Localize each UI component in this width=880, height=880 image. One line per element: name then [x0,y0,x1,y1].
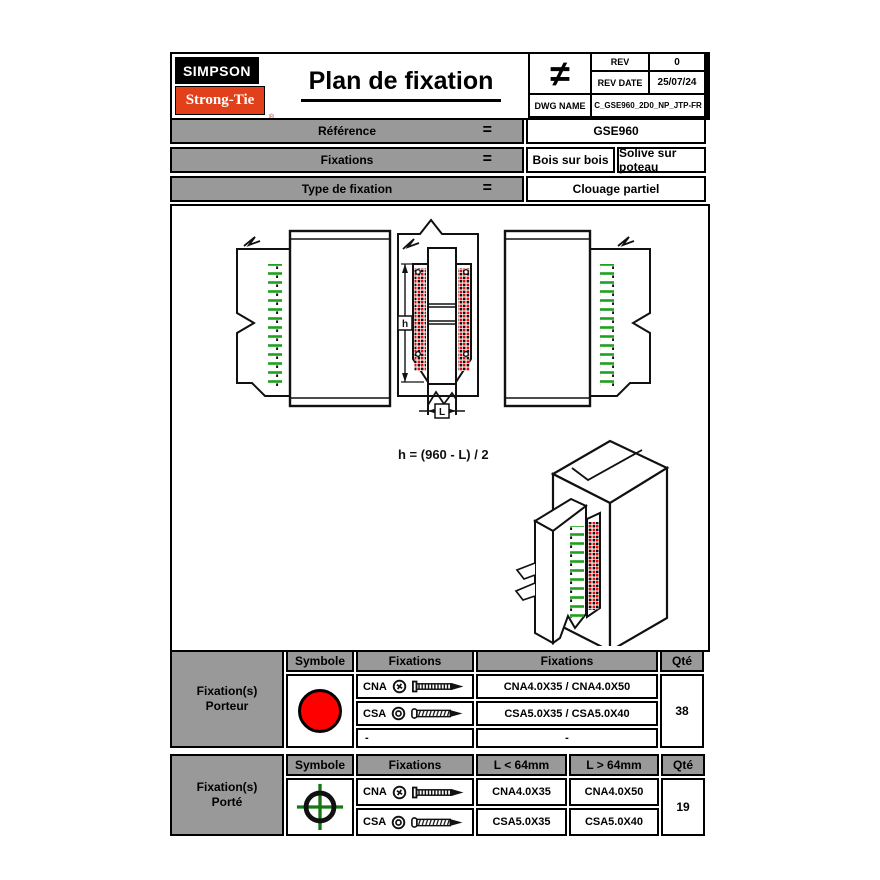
nail-icon [412,785,468,800]
rev-date-value: 25/07/24 [650,72,704,93]
porteur-cna-refs: CNA4.0X35 / CNA4.0X50 [476,674,658,699]
equals-icon: = [482,150,492,168]
screw-icon [411,815,467,830]
nail-icon [412,679,468,694]
break-symbol [517,563,535,579]
col-header-fixations: Fixations [356,754,474,776]
col-header-fixations: Fixations [356,650,474,672]
iso-view [516,441,667,646]
logo-simpson-text: SIMPSON [175,57,259,84]
cna-head-icon [392,679,407,694]
rev-value: 0 [650,54,704,70]
header-band [170,52,710,120]
porteur-fixings-table [170,650,706,748]
fixations-value-1: Bois sur bois [526,147,615,173]
col-header-qty: Qté [661,754,705,776]
crosshair-symbol-icon [295,782,345,832]
col-header-l-large: L > 64mm [569,754,659,776]
fixations-value-2: Solive sur poteau [617,147,706,173]
porte-cna-cell: CNA [356,778,474,806]
side-view-left [237,231,390,406]
break-symbol [244,237,260,246]
col-header-fixations: Fixations [476,650,658,672]
cna-head-icon [392,785,407,800]
simpson-strongtie-logo [175,57,267,115]
not-equal-icon: ≠ [530,54,590,93]
nail-holes [588,522,599,610]
porte-csa-l-large: CSA5.0X40 [569,808,659,836]
reference-value: GSE960 [526,118,706,144]
technical-drawing [172,206,704,646]
col-header-l-small: L < 64mm [476,754,567,776]
csa-head-icon [391,706,406,721]
reference-label: Référence = [170,118,524,144]
porteur-symbol-cell [286,674,354,748]
sheet-title-text: Plan de fixation [301,67,502,102]
porte-cna-l-small: CNA4.0X35 [476,778,567,806]
height-formula: h = (960 - L) / 2 [398,447,489,462]
csa-head-icon [391,815,406,830]
porte-qty: 19 [661,778,705,836]
dim-h-label: h [401,319,409,330]
porte-fixings-table [170,754,706,836]
porte-csa-cell: CSA [356,808,474,836]
info-row-reference [170,118,706,144]
porteur-csa-cell: CSA [356,701,474,726]
fixing-plan-sheet [170,52,710,840]
porteur-empty-cell: - [356,728,474,748]
type-fixation-label: Type de fixation = [170,176,524,202]
rev-date-label: REV DATE [592,72,648,93]
col-header-qty: Qté [660,650,704,672]
revision-block [528,54,708,118]
rev-label: REV [592,54,648,70]
porteur-row-label: Fixation(s) Porteur [170,650,284,748]
porte-cna-l-large: CNA4.0X50 [569,778,659,806]
red-circle-symbol-icon [298,689,342,733]
equals-icon: = [482,179,492,197]
porteur-empty-refs: - [476,728,658,748]
nail-marks-green [570,526,584,618]
front-view [398,220,478,418]
porte-symbol-cell [286,778,354,836]
porte-row-label: Fixation(s) Porté [170,754,284,836]
dimension-L [419,404,465,418]
fixations-label: Fixations = [170,147,524,173]
sheet-title [276,67,526,102]
col-header-symbole: Symbole [286,650,354,672]
break-symbol [516,583,535,600]
nail-marks-green [268,264,282,388]
info-row-type [170,176,706,202]
info-row-fixations [170,147,706,173]
break-symbol [618,237,634,246]
logo-strongtie-text: Strong-Tie [175,86,265,115]
porte-csa-l-small: CSA5.0X35 [476,808,567,836]
type-fixation-value: Clouage partiel [526,176,706,202]
porteur-cna-cell: CNA [356,674,474,699]
dwg-name-value: C_GSE960_2D0_NP_JTP-FR [592,95,704,116]
equals-icon: = [482,121,492,139]
nail-marks-green [600,264,614,388]
side-view-right [505,231,650,406]
dim-l-label: L [438,407,446,418]
porteur-qty: 38 [660,674,704,748]
col-header-symbole: Symbole [286,754,354,776]
porteur-csa-refs: CSA5.0X35 / CSA5.0X40 [476,701,658,726]
screw-icon [411,706,467,721]
drawing-area [170,204,710,652]
dwg-name-label: DWG NAME [530,95,590,116]
